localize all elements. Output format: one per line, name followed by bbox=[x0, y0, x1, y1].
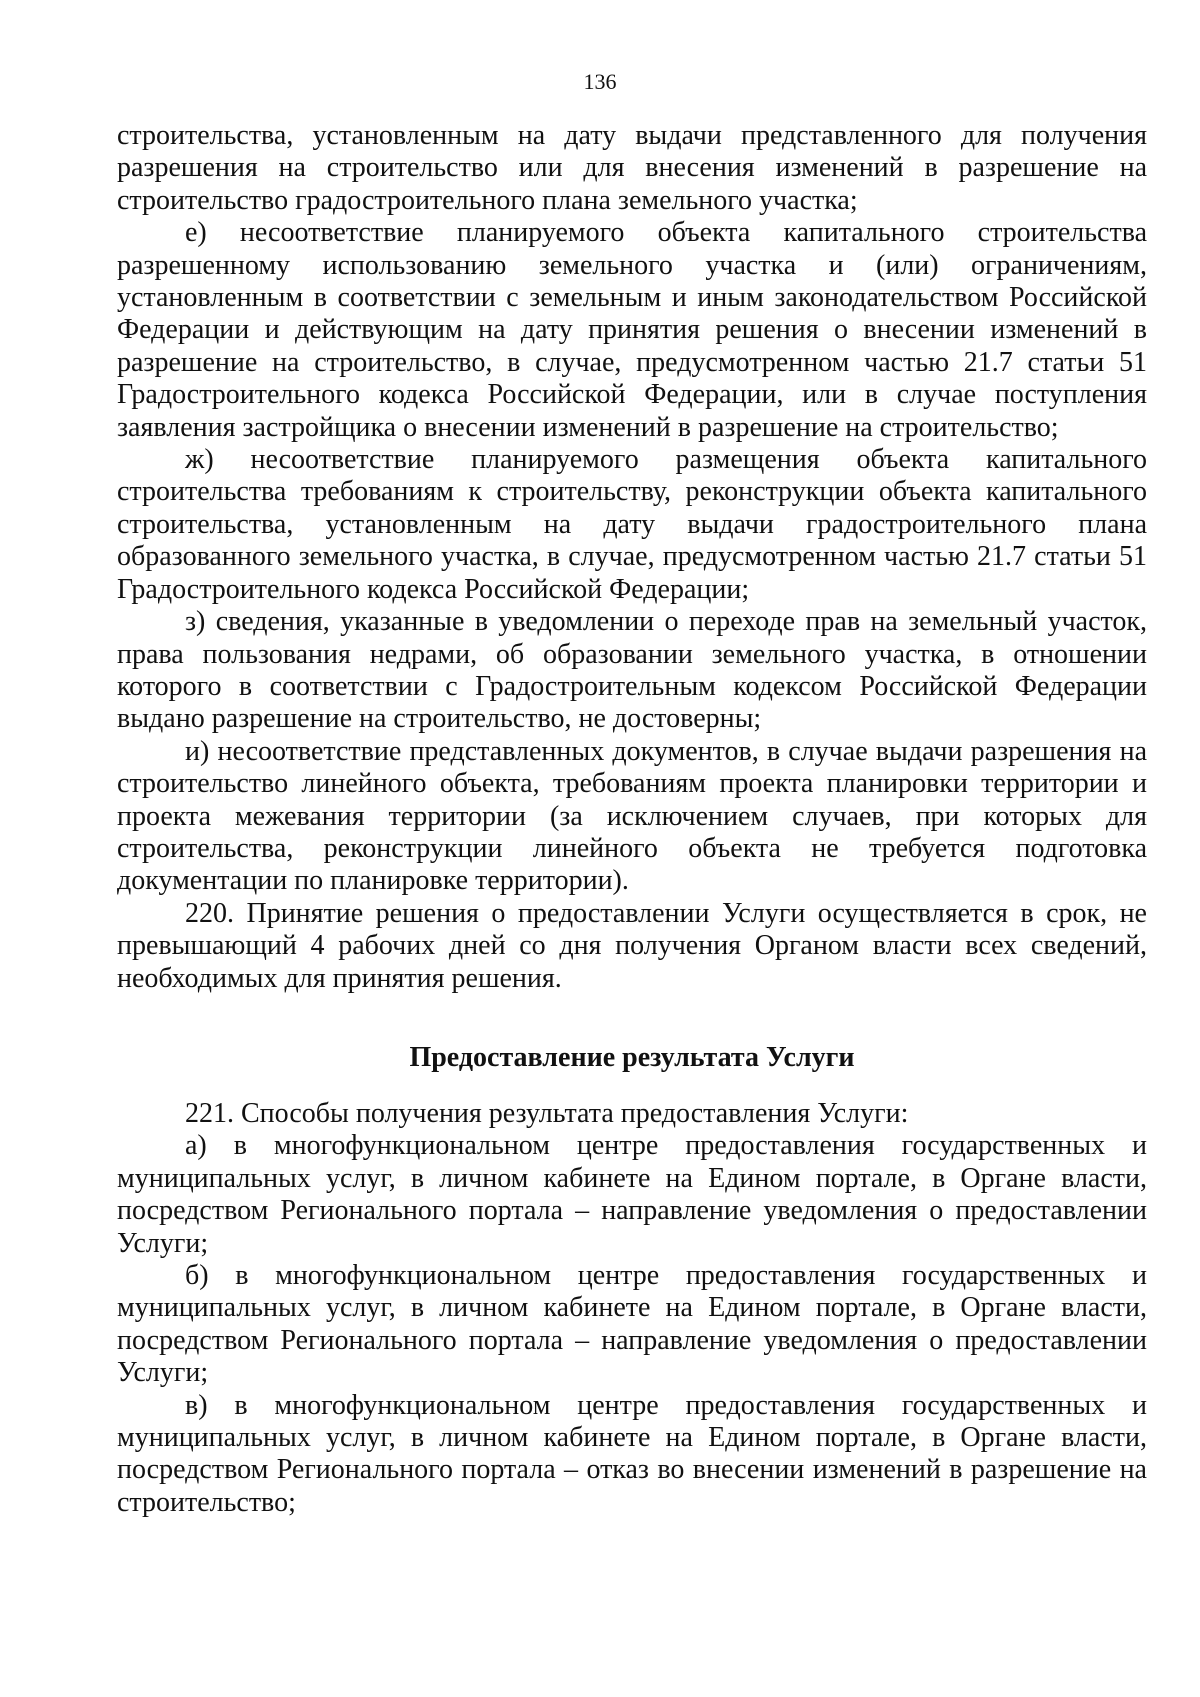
document-body bbox=[117, 120, 1147, 1519]
paragraph-item-i: и) несоответствие представленных документов, в случае выдачи разрешения на строительство линейного объекта, требованиям проекта планировки территории и проекта межевания территории (за исключением случаев, при которых для строительства, реконструкции линейного объекта не требуется подготовка документации по планировке территории). bbox=[117, 735, 1147, 897]
paragraph-220: 220. Принятие решения о предоставлении Услуги осуществляется в срок, не превышающий 4 рабочих дней со дня получения Органом власти всех сведений, необходимых для принятия решения. bbox=[117, 897, 1147, 994]
paragraph-item-zh: ж) несоответствие планируемого размещения объекта капитального строительства требованиям к строительству, реконструкции объекта капитального строительства, установленным на дату выдачи градостроительного плана образованного земельного участка, в случае, предусмотренном частью 21.7 статьи 51 Градостроительного кодекса Российской Федерации; bbox=[117, 444, 1147, 605]
section-heading: Предоставление результата Услуги bbox=[409, 1041, 855, 1073]
paragraph-item-e: е) несоответствие планируемого объекта капитального строительства разрешенному использованию земельного участка и (или) ограничениям, установленным в соответствии с земельным и иным законодательством Российской Федерации и действующим на дату принятия решения о внесении изменений в разрешение на строительство, в случае, предусмотренном частью 21.7 статьи 51 Градостроительного кодекса Российской Федерации, или в случае поступления заявления застройщика о внесении изменений в разрешение на строительство; bbox=[117, 217, 1147, 443]
page-number: 136 bbox=[583, 69, 617, 94]
paragraph-item-a: а) в многофункциональном центре предоставления государственных и муниципальных услуг, в личном кабинете на Едином портале, в Органе власти, посредством Регионального портала – направление уведомления о предоставлении Услуги; bbox=[117, 1130, 1147, 1259]
paragraph-item-z: з) сведения, указанные в уведомлении о переходе прав на земельный участок, права пользования недрами, об образовании земельного участка, в отношении которого в соответствии с Градостроительным кодексом Российской Федерации выдано разрешение на строительство, не достоверны; bbox=[117, 606, 1147, 735]
paragraph-item-b: б) в многофункциональном центре предоставления государственных и муниципальных услуг, в личном кабинете на Едином портале, в Органе власти, посредством Регионального портала – направление уведомления о предоставлении Услуги; bbox=[117, 1260, 1147, 1389]
paragraph-item-v: в) в многофункциональном центре предоставления государственных и муниципальных услуг, в личном кабинете на Едином портале, в Органе власти, посредством Регионального портала – отказ во внесении изменений в разрешение на строительство; bbox=[117, 1389, 1147, 1518]
paragraph-continuation: строительства, установленным на дату выдачи представленного для получения разрешения на строительство или для внесения изменений в разрешение на строительство градостроительного плана земельного участка; bbox=[117, 120, 1147, 216]
paragraph-221: 221. Способы получения результата предоставления Услуги: bbox=[185, 1097, 909, 1129]
